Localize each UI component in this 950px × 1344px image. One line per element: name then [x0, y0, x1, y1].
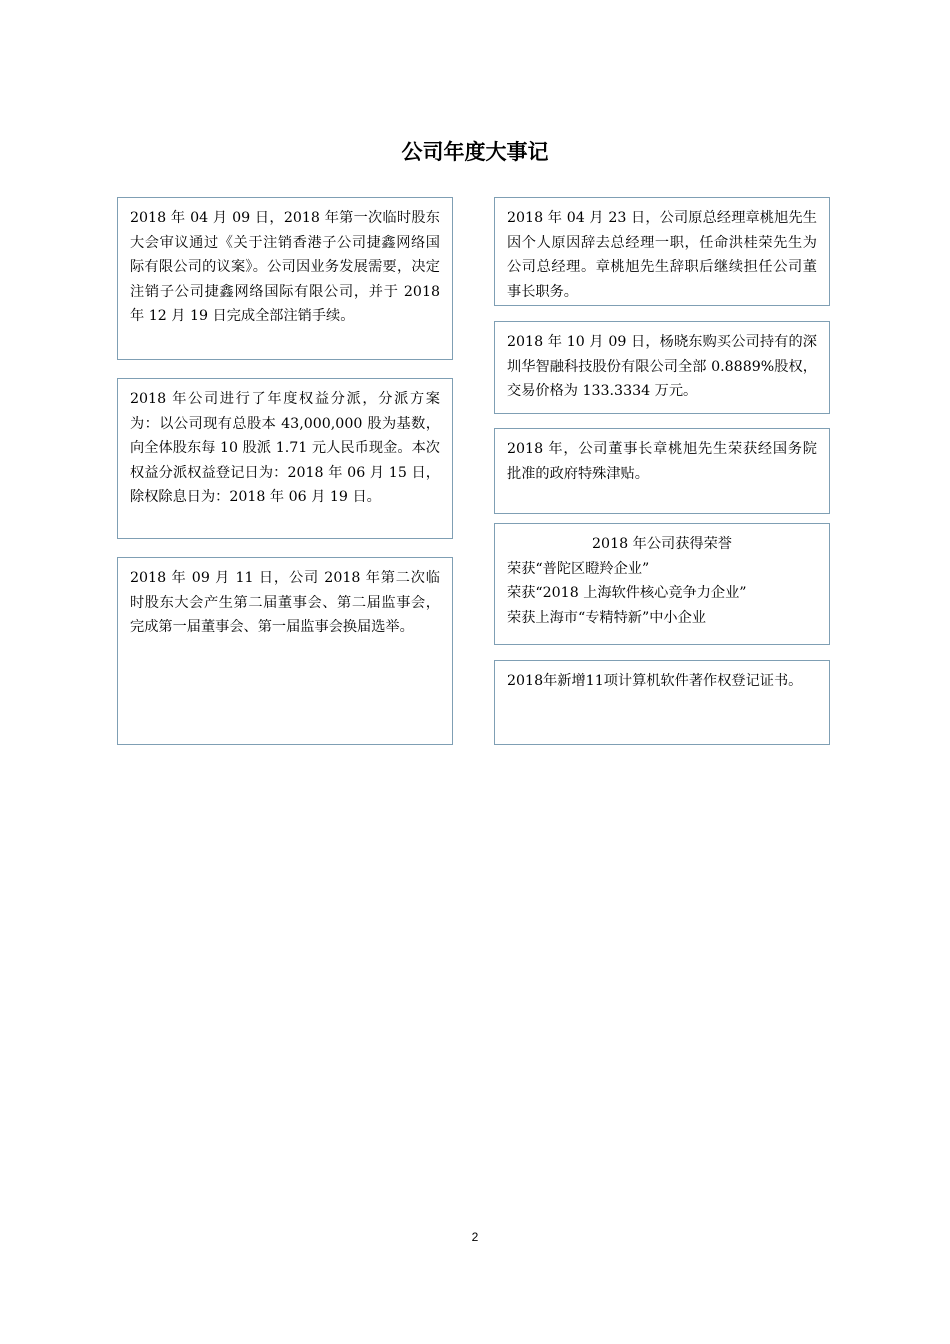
event-text: 2018 年 09 月 11 日，公司 2018 年第二次临时股东大会产生第二届董事会、第二届监事会，完成第一届董事会、第一届监事会换届选举。 [130, 570, 440, 635]
page-number: 2 [471, 1230, 479, 1244]
event-box-honors [494, 523, 830, 645]
event-text: 2018 年 04 月 23 日，公司原总经理章桃旭先生因个人原因辞去总经理一职，任命洪桂荣先生为公司总经理。章桃旭先生辞职后继续担任公司董事长职务。 [507, 210, 817, 300]
event-box-gm-change [494, 197, 830, 306]
event-box-software-copyright [494, 660, 830, 745]
event-text: 2018年新增11项计算机软件著作权登记证书。 [507, 673, 803, 689]
event-text: 2018 年 04 月 09 日，2018 年第一次临时股东大会审议通过《关于注销香港子公司捷鑫网络国际有限公司的议案》。公司因业务发展需要，决定注销子公司捷鑫网络国际有限公司，并于 2018 年 12 月 19 日完成全部注销手续。 [130, 210, 440, 324]
event-text: 2018 年公司进行了年度权益分派，分派方案为：以公司现有总股本 43,000,000 股为基数，向全体股东每 10 股派 1.71 元人民币现金。本次权益分派权益登记日为：2018 年 06 月 15 日，除权除息日为：2018 年 06 月 19 日。 [130, 391, 440, 505]
honors-heading: 2018 年公司获得荣誉 [592, 536, 732, 552]
page-title: 公司年度大事记 [401, 140, 549, 164]
event-text: 2018 年 10 月 09 日，杨晓东购买公司持有的深圳华智融科技股份有限公司全部 0.8889%股权，交易价格为 133.3334 万元。 [507, 334, 817, 399]
honor-item: 荣获上海市“专精特新”中小企业 [507, 609, 706, 626]
event-box-dividend [117, 378, 453, 539]
honor-item: 荣获“2018 上海软件核心竞争力企业” [507, 585, 747, 601]
event-box-equity-sale [494, 321, 830, 414]
honor-item: 荣获“普陀区瞪羚企业” [507, 560, 650, 577]
event-box-board-election [117, 557, 453, 745]
event-box-deregistration [117, 197, 453, 360]
event-text: 2018 年，公司董事长章桃旭先生荣获经国务院批准的政府特殊津贴。 [507, 441, 817, 482]
event-box-allowance [494, 428, 830, 514]
